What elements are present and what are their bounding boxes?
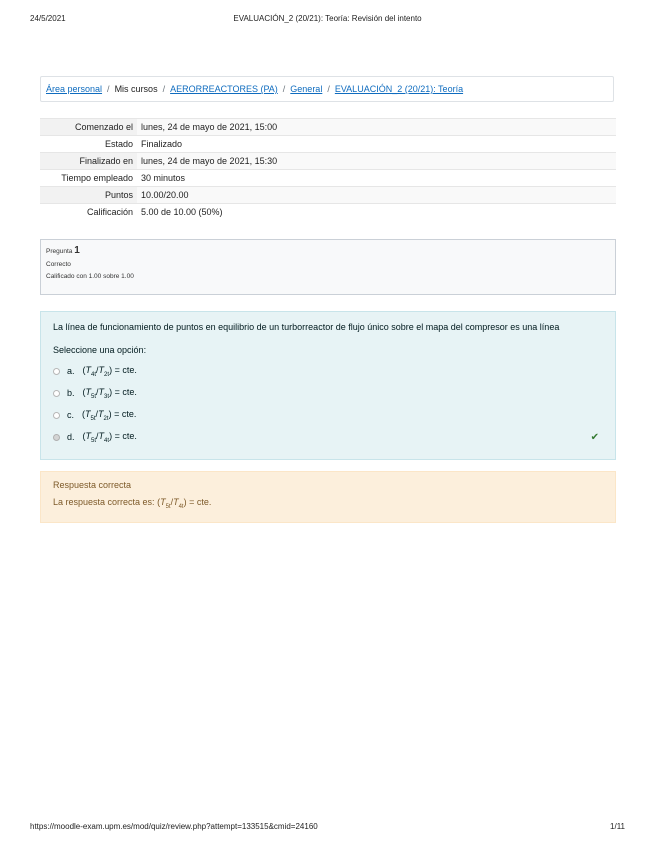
print-header — [30, 14, 625, 26]
summary-label: Calificación — [40, 204, 137, 221]
summary-label: Tiempo empleado — [40, 170, 137, 187]
breadcrumb-mis-cursos: Mis cursos — [114, 84, 158, 94]
question-text: La línea de funcionamiento de puntos en equilibrio de un turborreactor de flujo único sobre el mapa del compresor es una línea — [53, 322, 560, 332]
radio-c[interactable] — [53, 412, 60, 419]
radio-b[interactable] — [53, 390, 60, 397]
option-letter: d. — [67, 432, 75, 442]
answer-prompt: Seleccione una opción: — [53, 345, 147, 355]
summary-label: Comenzado el — [40, 119, 137, 136]
option-formula: $(T_{5t}/T_{3t})$ = cte. — [82, 386, 137, 400]
print-footer — [30, 822, 625, 834]
breadcrumb-separator: / — [107, 84, 110, 94]
summary-value: Finalizado — [137, 136, 616, 153]
question-info — [40, 239, 616, 295]
breadcrumb-separator: / — [327, 84, 330, 94]
question-content — [40, 311, 616, 460]
option-letter: b. — [67, 388, 75, 398]
print-title: EVALUACIÓN_2 (20/21): Teoría: Revisión del intento — [233, 14, 422, 23]
summary-row — [40, 119, 616, 136]
summary-value: lunes, 24 de mayo de 2021, 15:00 — [137, 119, 616, 136]
answer-option-a[interactable] — [53, 360, 603, 382]
question-number-value: 1 — [74, 245, 80, 256]
breadcrumb-separator: / — [162, 84, 166, 94]
answer-option-c[interactable] — [53, 404, 603, 426]
answer-feedback — [40, 471, 616, 523]
question-grade: Calificado con 1.00 sobre 1.00 — [46, 273, 134, 280]
breadcrumb-area-personal[interactable]: Área personal — [46, 84, 103, 94]
summary-value: lunes, 24 de mayo de 2021, 15:30 — [137, 153, 616, 170]
print-date: 24/5/2021 — [30, 14, 66, 23]
summary-row — [40, 170, 616, 187]
breadcrumb — [40, 76, 614, 102]
summary-row — [40, 187, 616, 204]
option-letter: a. — [67, 366, 75, 376]
feedback-title: Respuesta correcta — [53, 480, 132, 490]
answer-option-b[interactable] — [53, 382, 603, 404]
breadcrumb-general[interactable]: General — [290, 84, 323, 94]
question-prefix: Pregunta — [46, 248, 73, 255]
option-letter: c. — [67, 410, 75, 420]
breadcrumb-quiz[interactable]: EVALUACIÓN_2 (20/21): Teoría — [334, 84, 464, 94]
summary-row — [40, 136, 616, 153]
question-number — [46, 245, 610, 256]
summary-value: 30 minutos — [137, 170, 616, 187]
answer-option-d[interactable] — [53, 426, 603, 448]
check-icon: ✔ — [590, 432, 599, 443]
question-state: Correcto — [46, 261, 71, 268]
feedback-right-answer: La respuesta correcta es: $(T_{5t}/T_{4t})$ = cte. — [53, 497, 212, 510]
summary-label: Estado — [40, 136, 137, 153]
option-formula: $(T_{4t}/T_{2t})$ = cte. — [82, 364, 137, 378]
attempt-summary-table — [40, 118, 616, 220]
radio-a[interactable] — [53, 368, 60, 375]
option-formula: $(T_{5t}/T_{4t})$ = cte. — [82, 430, 137, 444]
page-number: 1/11 — [610, 822, 625, 831]
summary-row — [40, 153, 616, 170]
summary-value: 5.00 de 10.00 (50%) — [137, 204, 616, 221]
summary-value: 10.00/20.00 — [137, 187, 616, 204]
summary-label: Puntos — [40, 187, 137, 204]
option-formula: $(T_{5t}/T_{2t})$ = cte. — [82, 408, 137, 422]
summary-row — [40, 204, 616, 221]
print-url: https://moodle-exam.upm.es/mod/quiz/review.php?attempt=133515&cmid=24160 — [30, 822, 318, 831]
breadcrumb-separator: / — [282, 84, 286, 94]
breadcrumb-course[interactable]: AERORREACTORES (PA) — [170, 84, 278, 94]
summary-label: Finalizado en — [40, 153, 137, 170]
radio-d-selected[interactable] — [53, 434, 60, 441]
